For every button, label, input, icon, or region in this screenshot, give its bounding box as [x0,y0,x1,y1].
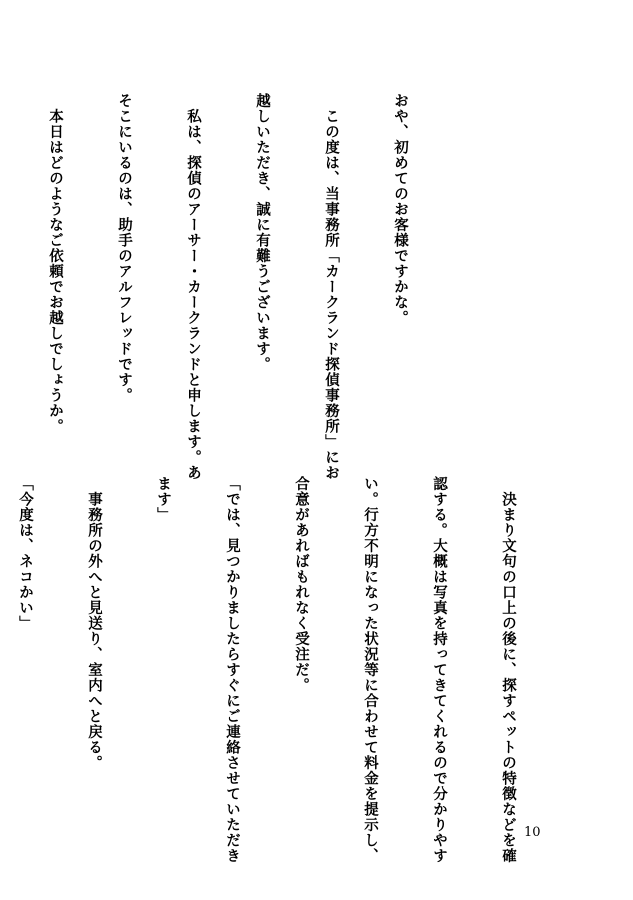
text-line: い。行方不明になった状況等に合わせて料金を提示し、 [362,476,378,864]
text-block-top [0,93,457,481]
text-line: そこにいるのは、助手のアルフレッドです。 [116,93,132,403]
text-line: 事務所の外へと見送り、室内へと戻る。 [86,476,102,771]
text-line: 「今度は、ネコかい」 [17,476,33,631]
text-line: おや、初めてのお客様ですかな。 [392,93,408,326]
text-line: 本日はどのようなご依頼でお越しでしょうか。 [47,93,63,434]
text-line: 「では、見つかりましたらすぐにご連絡させていただき [224,476,240,864]
text-line: 越しいただき、誠に有難うございます。 [254,93,270,372]
text-line: この度は、当事務所「カークランド探偵事務所」にお [323,93,339,481]
text-line: 決まり文句の口上の後に、探すペットの特徴などを確 [500,476,516,864]
text-line: 私は、探偵のアーサー・カークランドと申します。あ [185,93,201,481]
page-number: 10 [524,825,541,840]
text-line: ます」 [155,476,171,523]
text-line: 認する。大概は写真を持ってきてくれるので分かりやす [431,476,447,864]
text-line: 合意があればもれなく受注だ。 [293,476,309,693]
